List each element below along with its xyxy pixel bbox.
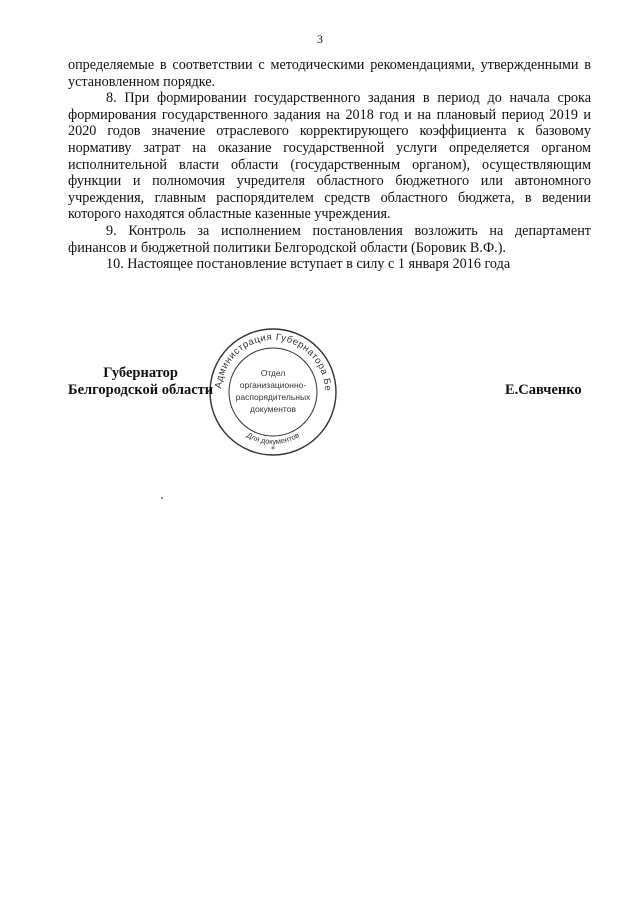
scan-speck	[161, 497, 163, 499]
stamp-outer-text: Администрация Губернатора Бе	[213, 331, 334, 392]
stamp-star-icon: *	[271, 445, 275, 454]
signatory-title	[68, 365, 213, 399]
paragraph-continued: определяемые в соответствии с методическими рекомендациями, утвержденными в установленном порядке.	[68, 57, 591, 90]
paragraph-item-10: 10. Настоящее постановление вступает в силу с 1 января 2016 года	[106, 256, 511, 273]
stamp-center-line-3: распорядительных	[235, 392, 311, 402]
signatory-title-line1: Губернатор	[103, 365, 178, 381]
official-stamp	[207, 326, 339, 458]
signatory-title-line2: Белгородской области	[68, 382, 214, 398]
signatory-name: Е.Савченко	[505, 382, 582, 398]
stamp-center-line-4: документов	[250, 404, 296, 414]
page-number: 3	[317, 32, 323, 46]
document-body	[68, 57, 591, 273]
stamp-seal-graphic	[207, 326, 339, 458]
paragraph-item-8: 8. При формировании государственного задания в период до начала срока формирования государственного задания на 2018 год и на плановый период 2019 и 2020 годов значение отраслевого корректирующего коэффициента к базовому нормативу затрат на оказание государственной услуги определяется органом исполнительной власти области (государственным органом), осуществляющим функции и полномочия учредителя областного бюджетного или автономного учреждения, главным распорядителем средств областного бюджета, в ведении которого находятся областные казенные учреждения.	[68, 90, 591, 223]
stamp-center-line-1: Отдел	[260, 368, 286, 378]
paragraph-item-9: 9. Контроль за исполнением постановления возложить на департамент финансов и бюджетной политики Белгородской области (Боровик В.Ф.).	[68, 222, 591, 256]
stamp-bottom-text: Для документов	[245, 430, 301, 447]
stamp-center-line-2: организационно-	[239, 380, 307, 390]
